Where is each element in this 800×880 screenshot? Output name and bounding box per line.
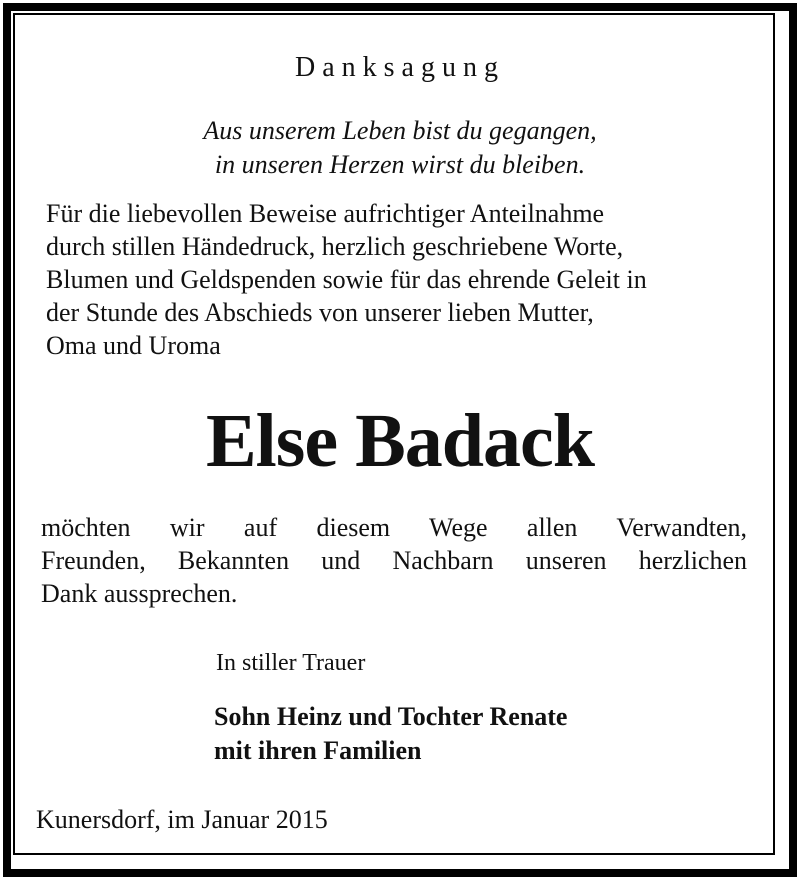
intro-line: durch stillen Händedruck, herzlich geschriebene Worte, [46, 232, 624, 261]
notice-title: Danksagung [295, 52, 505, 83]
poem-line-2: in unseren Herzen wirst du bleiben. [214, 150, 586, 179]
thanks-line: Freunden, Bekannten und Nachbarn unseren herzlichen [41, 546, 747, 575]
thanks-line: Dank aussprechen. [41, 579, 238, 608]
thanks-line: möchten wir auf diesem Wege allen Verwandten, [41, 513, 747, 542]
mourners-line-2: mit ihren Familien [214, 736, 422, 765]
intro-line: Oma und Uroma [46, 331, 221, 360]
mourners-line-1: Sohn Heinz und Tochter Renate [214, 702, 568, 731]
intro-line: der Stunde des Abschieds von unserer lieben Mutter, [46, 298, 594, 327]
deceased-name: Else Badack [205, 399, 595, 483]
intro-line: Blumen und Geldspenden sowie für das ehrende Geleit in [46, 265, 647, 294]
intro-line: Für die liebevollen Beweise aufrichtiger Anteilnahme [46, 199, 605, 228]
poem-line-1: Aus unserem Leben bist du gegangen, [203, 116, 597, 145]
mourning-phrase: In stiller Trauer [216, 650, 366, 676]
place-date: Kunersdorf, im Januar 2015 [36, 805, 328, 834]
